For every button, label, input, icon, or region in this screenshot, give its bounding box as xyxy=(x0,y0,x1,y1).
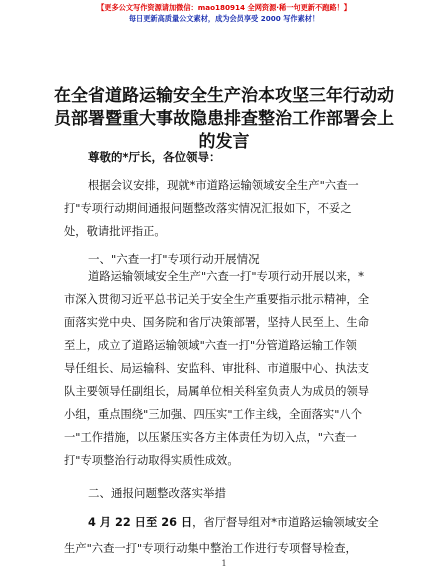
section-2-line-1 xyxy=(88,514,379,530)
section-1-line-1: 道路运输领域安全生产"六查一打"专项行动开展以来，* xyxy=(88,270,364,283)
section-1-heading: 一、"六查一打"专项行动开展情况 xyxy=(88,252,260,266)
title-line-3: 的发言 xyxy=(198,132,250,152)
section-2-paragraph xyxy=(64,537,396,560)
inspection-date-range: 4 月 22 日至 26 日 xyxy=(88,516,193,529)
intro-line-2: 打"专项行动期间通报问题整改落实情况汇报如下，不妥之 xyxy=(64,202,352,215)
section-1-line-5: 导任组长、局运输科、安监科、审批科、市道服中心、执法支 xyxy=(64,362,370,375)
page-number: 1 xyxy=(221,559,227,568)
section-1-line-9: 打"专项整治行动取得实质性成效。 xyxy=(64,454,239,467)
document-title xyxy=(0,85,448,154)
title-line-2: 员部署暨重大事故隐患排查整治工作部署会上 xyxy=(54,109,394,129)
salutation: 尊敬的*厅长，各位领导： xyxy=(88,150,221,164)
intro-line-1: 根据会议安排，现就*市道路运输领域安全生产"六查一 xyxy=(88,179,359,192)
intro-line-3: 处，敬请批评指正。 xyxy=(64,225,166,238)
section-1-line-8: 一"工作措施，以压紧压实各方主体责任为切入点，"六查一 xyxy=(64,431,357,444)
section-1-line-7: 小组，重点围绕"三加强、四压实"工作主线，全面落实"八个 xyxy=(64,408,363,421)
title-line-1: 在全省道路运输安全生产治本攻坚三年行动动 xyxy=(54,86,394,106)
promo-banner-line-1: 【更多公文写作资源请加微信：mao180914 全网资源·稀一句更新不跑路！】 xyxy=(97,3,351,12)
section-1-line-6: 队主要领导任副组长，局属单位相关科室负责人为成员的领导 xyxy=(64,385,370,398)
section-2-line-2: 生产"六查一打"专项行动集中整治工作进行专项督导检查， xyxy=(64,542,357,555)
section-1-line-3: 面落实党中央、国务院和省厅决策部署，坚持人民至上、生命 xyxy=(64,316,370,329)
section-1-line-2: 市深入贯彻习近平总书记关于安全生产重要指示批示精神，全 xyxy=(64,293,370,306)
section-1-line-4: 至上，成立了道路运输领域"六查一打"分管道路运输工作领 xyxy=(64,339,357,352)
intro-paragraph xyxy=(64,174,396,243)
section-2-heading: 二、通报问题整改落实举措 xyxy=(88,486,226,500)
section-2-line-1-text: ，省厅督导组对*市道路运输领域安全 xyxy=(192,516,379,529)
section-1-paragraph xyxy=(64,265,396,472)
promo-banner-line-2: 每日更新高质量公文素材，成为会员享受 2000 写作素材！ xyxy=(128,14,320,23)
